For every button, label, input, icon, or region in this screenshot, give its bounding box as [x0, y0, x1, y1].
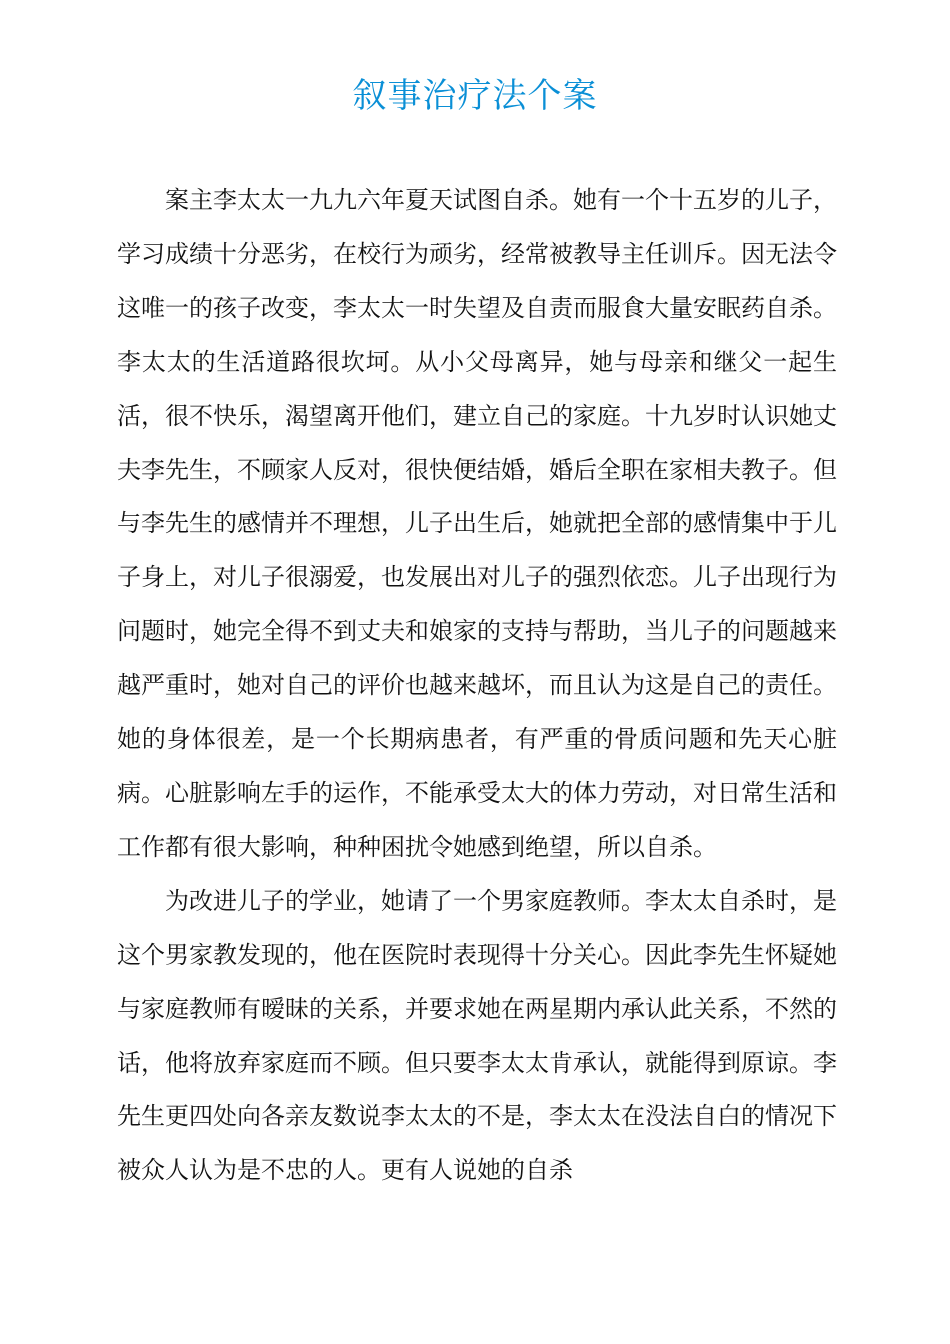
document-title: 叙事治疗法个案 — [352, 76, 598, 116]
document-body — [117, 174, 837, 1198]
paragraph-1: 案主李太太一九九六年夏天试图自杀。她有一个十五岁的儿子，学习成绩十分恶劣，在校行为顽劣，经常被教导主任训斥。因无法令这唯一的孩子改变，李太太一时失望及自责而服食大量安眠药自杀。李太太的生活道路很坎坷。从小父母离异，她与母亲和继父一起生活，很不快乐，渴望离开他们，建立自己的家庭。十九岁时认识她丈夫李先生，不顾家人反对，很快便结婚，婚后全职在家相夫教子。但与李先生的感情并不理想，儿子出生后，她就把全部的感情集中于儿子身上，对儿子很溺爱，也发展出对儿子的强烈依恋。儿子出现行为问题时，她完全得不到丈夫和娘家的支持与帮助，当儿子的问题越来越严重时，她对自己的评价也越来越坏，而且认为这是自己的责任。她的身体很差，是一个长期病患者，有严重的骨质问题和先天心脏病。心脏影响左手的运作，不能承受太大的体力劳动，对日常生活和工作都有很大影响，种种困扰令她感到绝望，所以自杀。 — [117, 186, 837, 861]
paragraph-2: 为改进儿子的学业，她请了一个男家庭教师。李太太自杀时，是这个男家教发现的，他在医院时表现得十分关心。因此李先生怀疑她与家庭教师有暧昧的关系，并要求她在两星期内承认此关系，不然的话，他将放弃家庭而不顾。但只要李太太肯承认，就能得到原谅。李先生更四处向各亲友数说李太太的不是，李太太在没法自白的情况下被众人认为是不忠的人。更有人说她的自杀 — [117, 886, 837, 1185]
